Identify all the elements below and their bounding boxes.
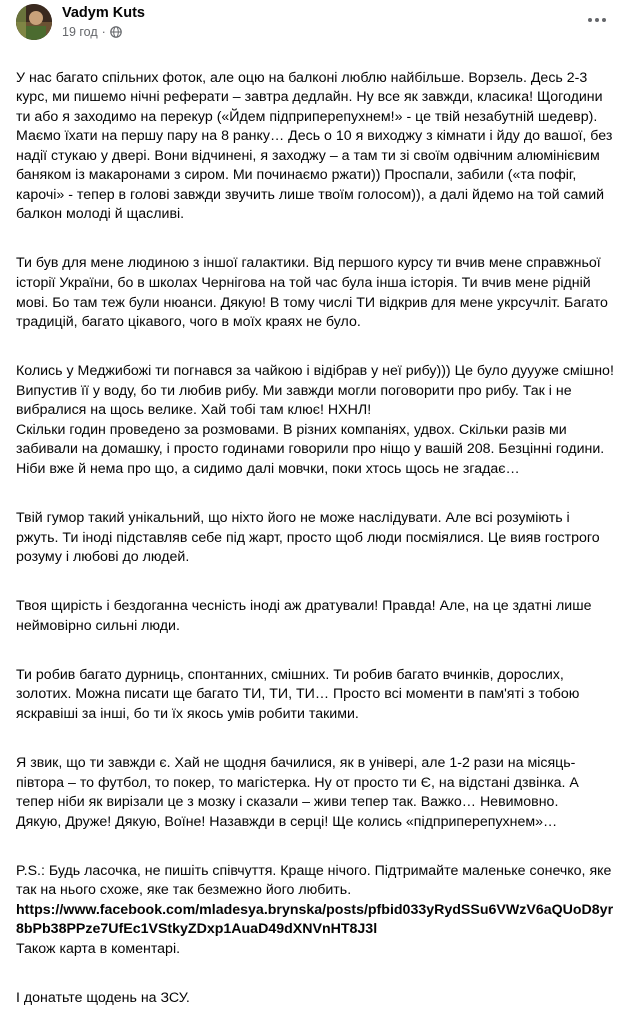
more-horizontal-icon (587, 17, 607, 23)
post-paragraph: Твій гумор такий унікальний, що ніхто його не може наслідувати. Але всі розуміють і ржуть. Ти іноді підставляв себе під жарт, просто щоб люди посміялися. Це вияв гострого розуму і любові до людей. (16, 510, 600, 566)
post-header (16, 2, 613, 42)
ps-link[interactable]: https://www.facebook.com/mladesya.brynska/posts/pfbid033yRydSSu6VWzV6aQUoD8yr8bPb38PPze7UfEc1VStkyZDxp1AuaD49dXNVnHT8J3l (16, 901, 614, 938)
post-paragraph: Колись у Меджибожі ти погнався за чайкою і відібрав у неї рибу))) Це було дуууже смішно! Випустив її у воду, бо ти любив рибу. Ми завжди могли поговорити про рибу. Так і не вибралися на щось велике. Хай тобі там клює! НХНЛ! Скільки годин проведено за розмовами. В різних компаніях, удвох. Скільки разів ми забивали на домашку, і просто годинами говорили про ніщо у вашій 208. Безцінні години. Ніби вже й нема про що, а сидимо далі мовчки, поки хтось щось не згадає… (16, 363, 614, 477)
avatar-image (16, 4, 52, 40)
ps-after-text: Також карта в коментарі. (16, 940, 181, 957)
ps-paragraph (16, 862, 616, 960)
avatar[interactable] (16, 4, 52, 40)
post-meta (62, 25, 122, 39)
globe-icon (110, 26, 122, 38)
more-options-button[interactable] (585, 12, 609, 28)
author-name[interactable]: Vadym Kuts (62, 5, 145, 21)
post-paragraph: Твоя щирість і бездоганна чесність іноді аж дратували! Правда! Але, на це здатні лише неймовірно сильні люди. (16, 598, 592, 634)
post-timestamp[interactable]: 19 год (62, 25, 98, 39)
post-paragraph: Я звик, що ти завжди є. Хай не щодня бачилися, як в універі, але 1-2 рази на місяць-півтора – то футбол, то покер, то магістерка. Ну от просто ти Є, на відстані дзвінка. А тепер ніби як вирізали це з мозку і сказали – живи тепер так. Важко… Невимовно. Дякую, Друже! Дякую, Воїне! Назавжди в серці! Ще колись «підприперепухнем»… (16, 755, 579, 830)
final-paragraph: І донатьте щодень на ЗСУ. (16, 990, 190, 1007)
post-paragraph: Ти був для мене людиною з іншої галактики. Від першого курсу ти вчив мене справжньої історії України, бо в школах Чернігова на той час була інша історія. Ти вчив мене рідній мові. Бо там теж були нюанси. Дякую! В тому числі ТИ відкрив для мене укрсучліт. Багато традицій, багато цікавого, чого в моїх краях не було. (16, 255, 608, 331)
separator-dot: · (101, 25, 106, 39)
post-body (16, 49, 616, 1028)
post-paragraph: Ти робив багато дурниць, спонтанних, смішних. Ти робив багато вчинків, дорослих, золотих. Можна писати ще багато ТИ, ТИ, ТИ… Просто всі моменти в пам'яті з тобою яскравіші за інші, бо ти їх якось умів робити такими. (16, 666, 580, 722)
ps-text: P.S.: Будь ласочка, не пишіть співчуття. Краще нічого. Підтримайте маленьке сонечко, яке так на нього схоже, яке так безмежно його любить. (16, 862, 612, 899)
post-paragraph: У нас багато спільних фоток, але оцю на балконі люблю найбільше. Ворзель. Десь 2-3 курс, ми пишемо нічні реферати – завтра дедлайн. Ну все як завжди, класика! Щогодини ти або я заходимо на перекур («Йдем підприперепухнем!» - це твій незабутній шедевр). Маємо їхати на першу пару на 8 ранку… Десь о 10 я виходжу з кімнати і йду до вашої, без надії стукаю у двері. Вони відчинені, я заходжу – а там ти зі своїм одвічним алюмінієвим баняком із макаронами з сиром. Ми починаємо ржати)) Проспали, забили («та пофіг, карочі» - тепер в голові завжди звучить лише твоїм голосом)), а далі йдемо на той самий балкон молоді й щасливі. (16, 69, 613, 223)
